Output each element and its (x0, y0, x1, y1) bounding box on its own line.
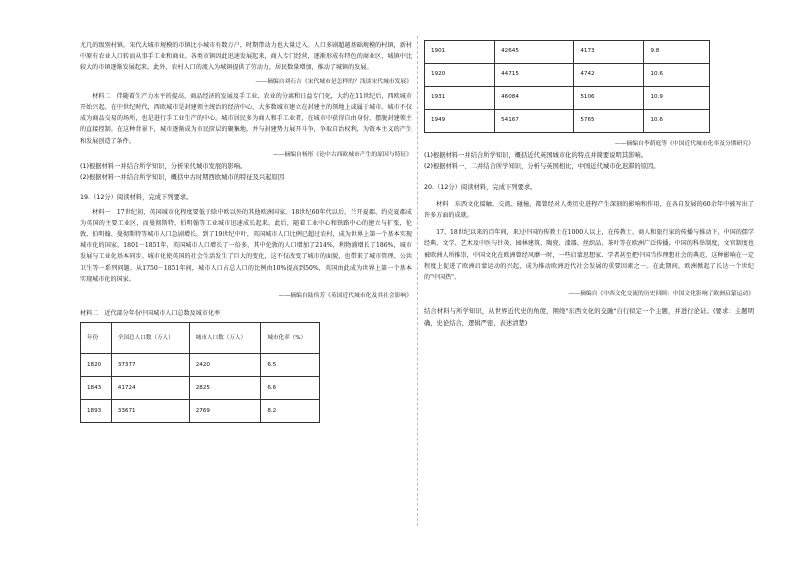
question-item: (2)根据材料一并结合所学知识，概括中古时期西欧城市的特征及兴起原因 (80, 174, 285, 182)
material-paragraph: 材料 东西文化接触、交流、碰撞，都曾经对人类历史进程产生深刻的影响和作用，在各自发展的60余年中被写出了许多方面的成就。 (424, 200, 754, 220)
table-cell: 6.5 (261, 354, 320, 377)
material-paragraph: 材料二 伴随着生产力水平的提高、商品经济的发展及手工业、农业的分离和日益专门化，大约在11世纪后，西欧城市开始兴起。在中世纪时代，西欧城市是封建领主统治的经济中心，大多数城市建立在封建主的领地上或属于城市。城市不仅成为商品交易的场所，也是进行手工业生产的中心。城市居民多为商人和手工业者，在城市中获得自由身份，摆脱封建领主的直接控制。在这种背景下，城市逐渐成为市民阶层的聚集地，并与封建势力展开斗争，争取自治权利，为资本主义的产生和发展创造了条件。 (80, 92, 412, 145)
table-cell: 4173 (574, 41, 644, 64)
table-cell: 2769 (189, 400, 261, 423)
population-table-continued (424, 40, 710, 133)
table-header-cell: 年份 (81, 323, 112, 354)
table-cell: 44715 (495, 64, 574, 87)
right-column (424, 40, 754, 329)
table-cell: 4742 (574, 64, 644, 87)
table-cell: 42645 (495, 41, 574, 64)
material-paragraph: 尤几的级别村镇。宋代大城市规模的市镇比小城市有数万户，时期带动力也大量迁入。人口多剧超越基础规模的村镇，新村中原有农业人口转而从事手工业和商业。各类市镇因此迅速发展起来，商人专门经营，逐渐形成有特色的商业区，城镇中比较大的市镇逐渐发展起来。此外，农村人口的流入为城镇提供了劳动力，居民数量增加，推动了城镇的发展。 (80, 42, 412, 72)
left-column (80, 40, 412, 423)
table-row (425, 64, 710, 87)
table-row (425, 87, 710, 110)
table-header-cell: 全国总人口数（万人） (111, 323, 189, 354)
table-row (425, 41, 710, 64)
table-cell: 37377 (111, 354, 189, 377)
table-cell: 8.2 (261, 400, 320, 423)
source-citation: ——摘编自李荫庭等《中国近代城市化率及分期研究》 (614, 141, 754, 147)
table-cell: 41724 (111, 377, 189, 400)
table-row (81, 400, 320, 423)
table-cell: 1893 (81, 400, 112, 423)
table-cell: 1920 (425, 64, 495, 87)
table-cell: 10.6 (644, 64, 710, 87)
table-header-cell: 城市化率（%） (261, 323, 320, 354)
table-cell: 5765 (574, 110, 644, 133)
question-item: 结合材料与所学知识，从世界近代史的角度，围绕"东西文化的交融"自行拟定一个主题，并进行论证。(要求：主题明确，史论结合，逻辑严密，表述清楚) (424, 308, 754, 327)
table-cell: 2825 (189, 377, 261, 400)
population-table (80, 322, 320, 423)
table-cell: 1949 (425, 110, 495, 133)
table-cell: 46084 (495, 87, 574, 110)
table-cell: 10.6 (644, 110, 710, 133)
source-citation: ——摘编自《中西文化交流的历史回顾：中国文化影响了欧洲启蒙运动》 (568, 291, 754, 298)
table-caption: 材料二 近代部分年份中国城市人口总数及城市化率 (80, 310, 221, 318)
material-paragraph: 17、18世纪以来的百年间，来过中国的传教士在1000人以上，在传教士、商人和旅行家的传播与推动下，中国的儒学经典、文学、艺术及中医与针灸、园林建筑、陶瓷、漆器、丝织品、茶叶等在欧洲广泛传播，中国的科举制度、文官制度也被欧洲人所推崇，中国文化在欧洲曾经风靡一时，一些启蒙思想家、学者甚至把中国当作理想社会的典范，这种影响在一定程度上促进了欧洲启蒙运动的兴起，成为推动欧洲近代社会发展的重要因素之一。在此期间，欧洲掀起了长达一个世纪的"中国热"。 (424, 229, 754, 282)
table-row (81, 377, 320, 400)
material-paragraph: 材料一 17世纪初，英国城市化程度要低于除中欧以外的其他欧洲国家。18世纪60年代以后，兰开夏郡、约克夏郡成为英国的主要工业区，而曼彻斯特、伯明翰等工业城市迅速成长起来。此后，随着工业中心和铁路中心的建立与扩张，伦敦、伯明翰、曼彻斯特等城市人口急剧增长。到了19世纪中叶，英国城市人口比例已超过农村，成为世界上第一个基本实现城市化的国家。1801－1851年，英国城市人口增长了一倍多，其中伦敦的人口增加了214%，利物浦增长了186%，城市发展与工业化基本同步。城市化使英国的社会生活发生了巨大的变化，这不仅改变了城市的面貌，也带来了城市管理、公共卫生等一系列问题。从1750－1851年间，城市人口占总人口的比例由10%提高到50%，英国由此成为世界上第一个基本实现城市化的国家。 (80, 208, 412, 283)
question-item: (1)根据材料一并结合所学知识，概括近代英国城市化的特点并简要说明其影响。 (424, 152, 648, 160)
question-item: (1)根据材料一并结合所学知识，分析宋代城市发展的影响。 (80, 163, 247, 171)
question-item: (2)根据材料一、二并结合所学知识，分析与英国相比，中国近代城市化迟滞的原因。 (424, 163, 660, 171)
table-cell: 1820 (81, 354, 112, 377)
table-cell: 6.6 (261, 377, 320, 400)
source-citation: ——摘编自陆伟芳《英国近代城市化及其社会影响》 (278, 293, 412, 300)
table-cell: 9.8 (644, 41, 710, 64)
table-row (81, 354, 320, 377)
table-cell: 1931 (425, 87, 495, 110)
table-header-cell: 城市人口数（万人） (189, 323, 261, 354)
table-cell: 33671 (111, 400, 189, 423)
question-title: 20.（12分）阅读材料，完成下列要求。 (424, 183, 537, 191)
table-cell: 10.9 (644, 87, 710, 110)
source-citation: ——摘编自刘石吉《宋代城市是怎样的？浅谈宋代城市发展》 (255, 78, 412, 85)
table-row (425, 110, 710, 133)
question-title: 19.（12分）阅读材料，完成下列要求。 (80, 194, 193, 202)
table-cell: 1901 (425, 41, 495, 64)
table-header-row (81, 323, 320, 354)
fold-line (417, 36, 418, 526)
table-cell: 1843 (81, 377, 112, 400)
table-cell: 2420 (189, 354, 261, 377)
table-cell: 54167 (495, 110, 574, 133)
table-cell: 5106 (574, 87, 644, 110)
source-citation: ——摘编自杨彤《论中古西欧城市产生的原因与特征》 (272, 151, 412, 158)
